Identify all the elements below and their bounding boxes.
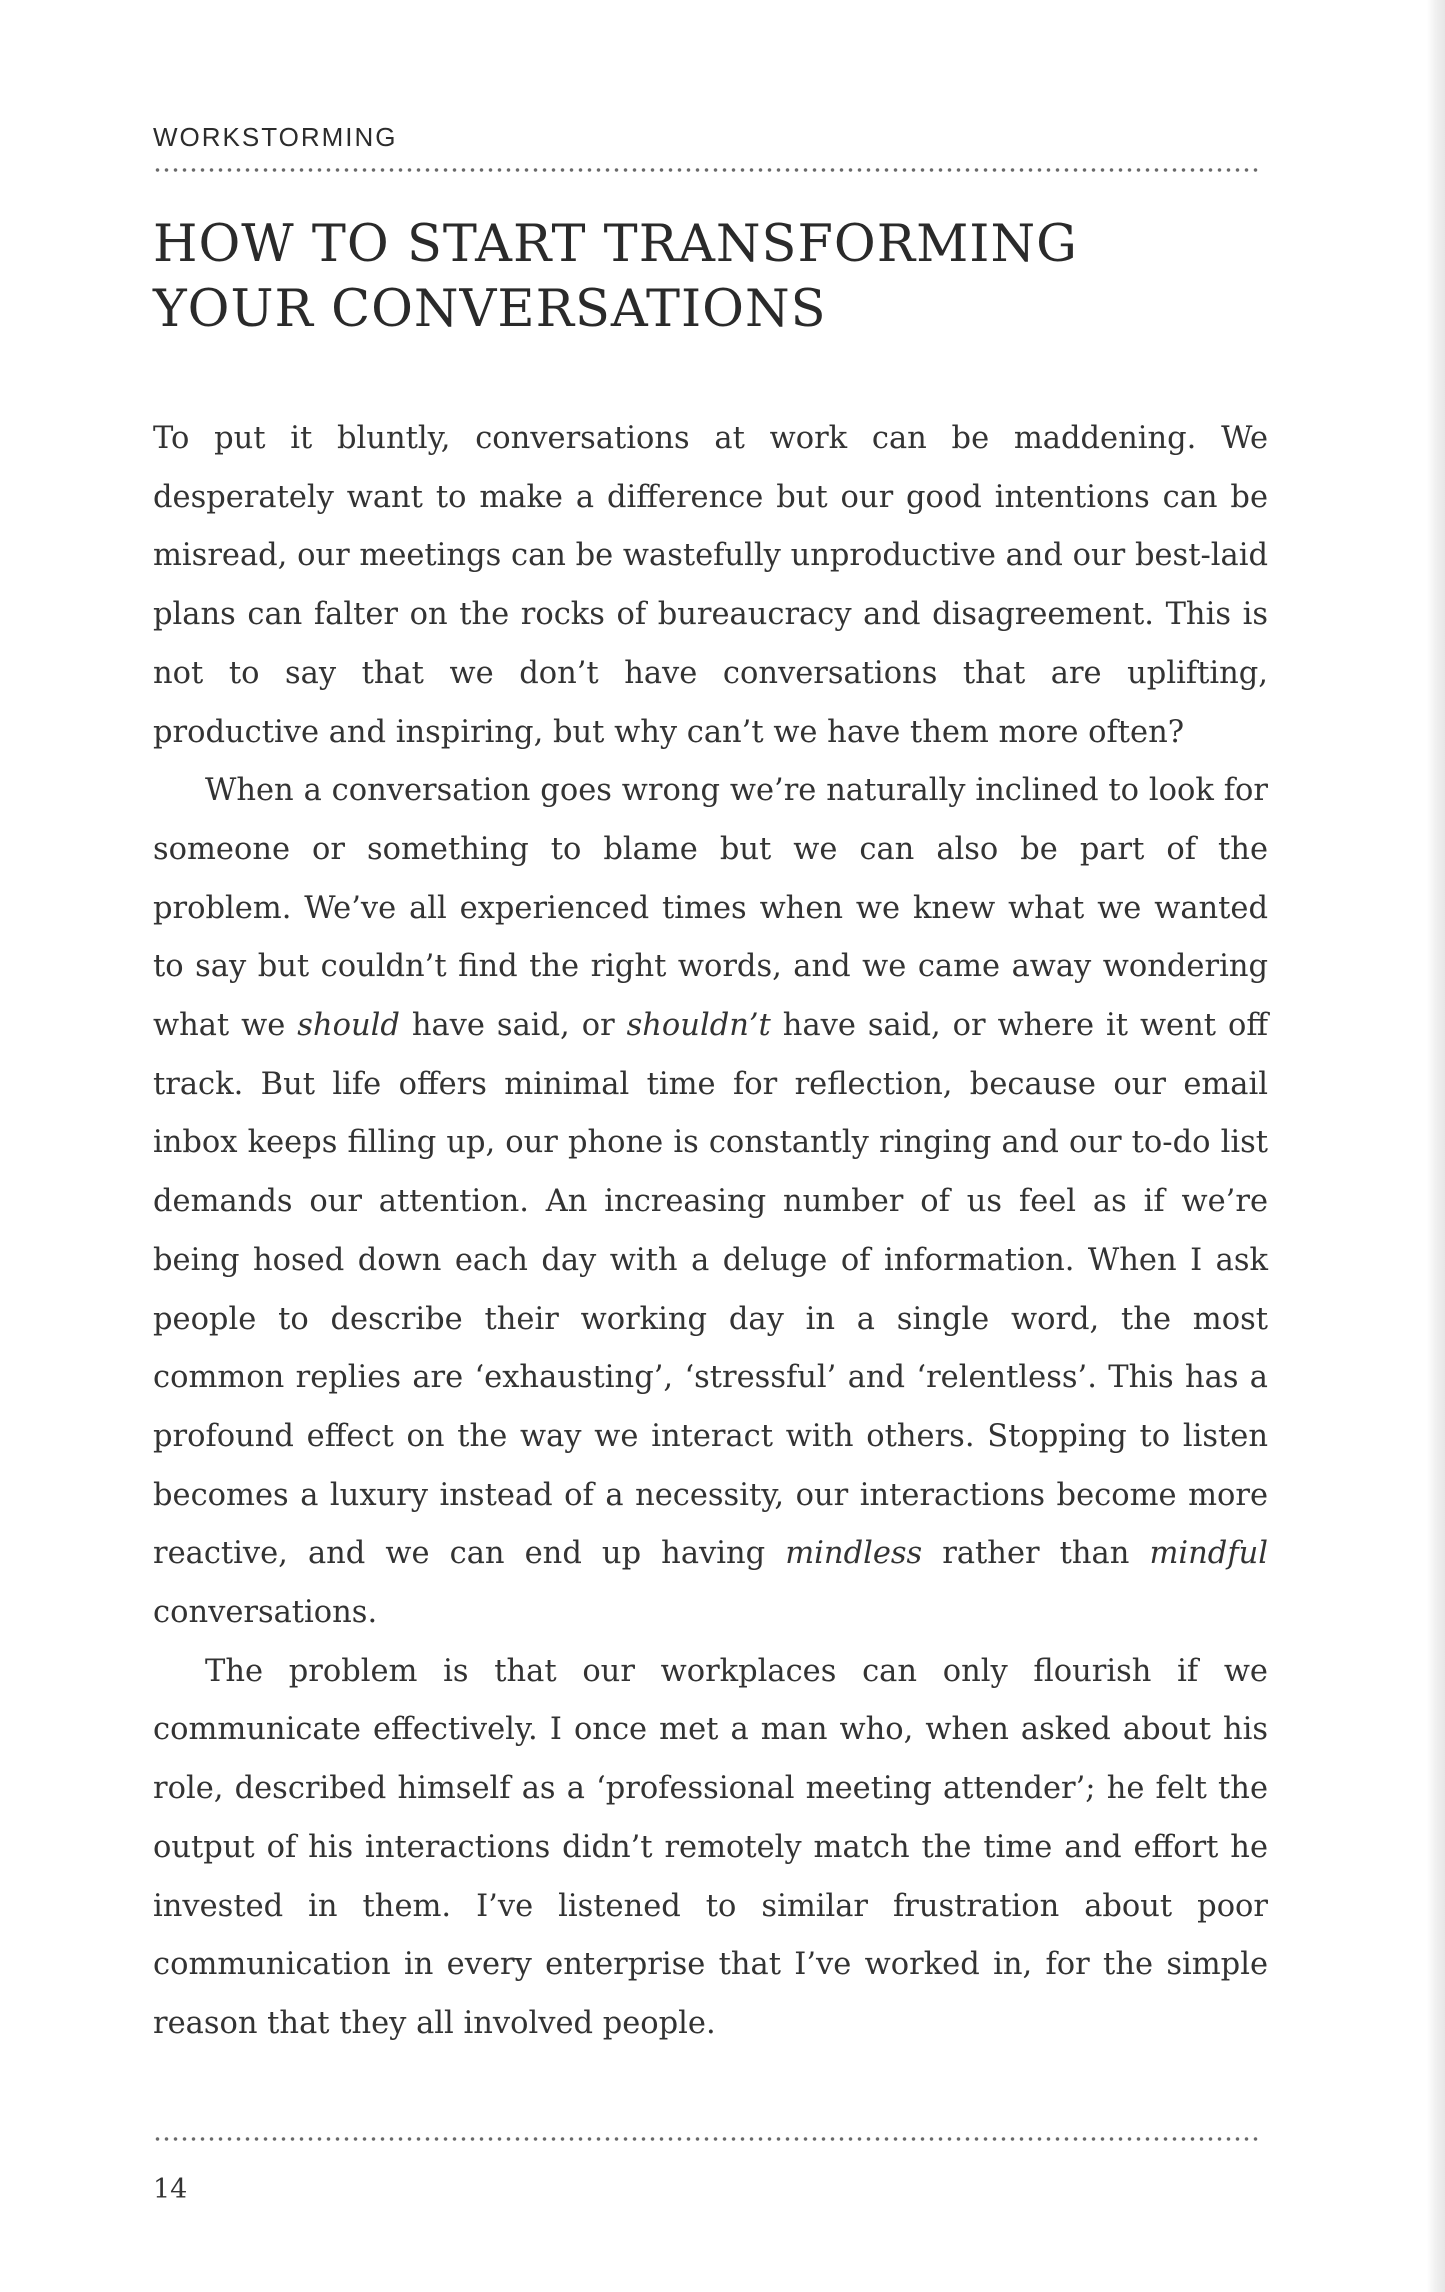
- italic-mindless: mindless: [785, 1536, 923, 1572]
- page-edge-shadow: [1427, 0, 1445, 2292]
- page-number: 14: [153, 2174, 188, 2205]
- paragraph-1: To put it bluntly, conversations at work can be maddening. We desperately want to make a difference but our good intentions can be misread, our meetings can be wastefully unproductive and our best-laid plans can falter on the rocks of bureaucracy and disagreement. This is not to say that we don’t have conversations that are uplifting, productive and inspiring, but why can’t we have them more often?: [153, 421, 1268, 750]
- paragraph-2-part-e: have said, or where it went off track. But life offers minimal time for reflection, because our email inbox keeps filling up, our phone is constantly ringing and our to-do list demands our attention. An increasing number of us feel as if we’re being hosed down each day with a deluge of information. When I ask people to describe their working day in a single word, the most common replies are ‘exhausting’, ‘stressful’ and ‘relentless’. This has a profound effect on the way we interact with others. Stopping to listen becomes a luxury instead of a necessity, our interactions become more reactive, and we can end up having: [153, 1008, 1269, 1572]
- paragraph-3: The problem is that our workplaces can only flourish if we communicate effectively. I once met a man who, when asked about his role, described himself as a ‘professional meeting attender’; he felt the output of his interactions didn’t remotely match the time and effort he invested in them. I’ve listened to similar frustration about poor communication in every enterprise that I’ve worked in, for the simple reason that they all involved people.: [153, 1653, 1268, 2041]
- italic-mindful: mindful: [1149, 1536, 1269, 1572]
- italic-shouldnt: shouldn’t: [626, 1008, 771, 1044]
- paragraph-2-part-g: rather than: [922, 1536, 1150, 1572]
- running-head: WORKSTORMING: [153, 122, 398, 152]
- paragraph-2-part-a: When a conversation goes wrong we’re naturally inclined to look for someone or something to blame but we can also be part of the problem. We’ve all experienced times when we knew what we wanted to say but couldn’t find the right words, and we came away wondering what we: [153, 773, 1268, 1044]
- bottom-dotted-rule: [153, 2136, 1260, 2142]
- body-text: [153, 410, 1268, 2054]
- chapter-title: [153, 212, 1273, 342]
- paragraph-2: [153, 762, 1268, 1643]
- paragraph-2-part-c: have said, or: [399, 1008, 627, 1044]
- chapter-title-line-1: HOW TO START TRANSFORMING: [153, 215, 1078, 274]
- chapter-title-line-2: YOUR CONVERSATIONS: [153, 280, 827, 339]
- top-dotted-rule: [153, 167, 1260, 173]
- italic-should: should: [297, 1008, 400, 1044]
- paragraph-2-part-i: conversations.: [153, 1595, 378, 1631]
